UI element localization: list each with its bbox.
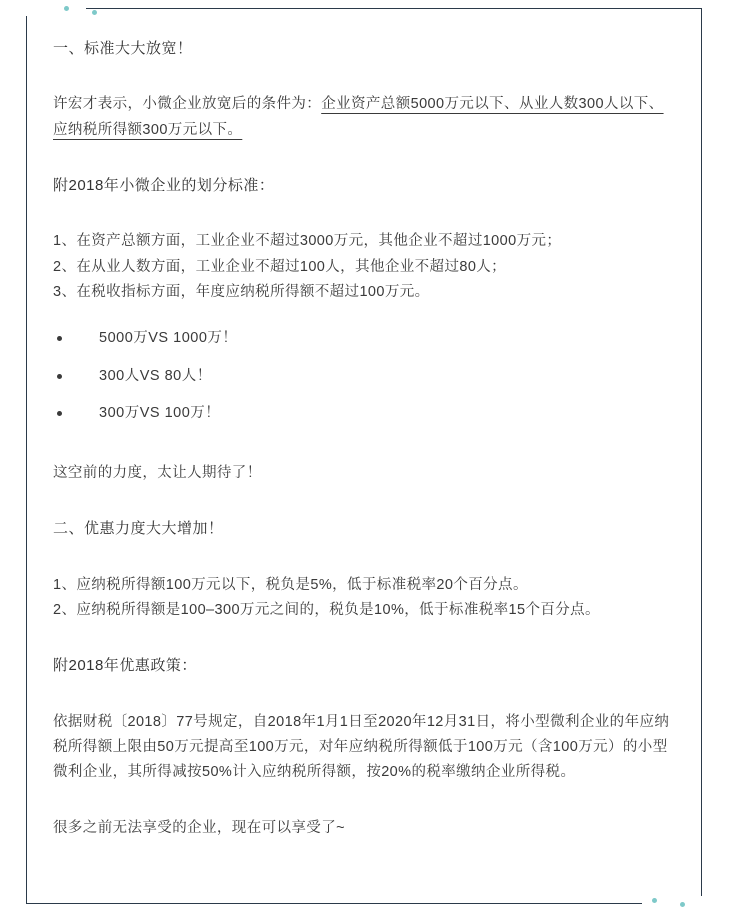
section1-intro-prefix: 许宏才表示，小微企业放宽后的条件为： (53, 96, 322, 113)
section2-heading: 二、优惠力度大大增加！ (53, 520, 224, 538)
section1-intro-emphasis: 企业资产总额5000万元以下、从业人数300人以下、应纳税所得额300万元以下。 (53, 96, 664, 138)
document-body (53, 0, 678, 913)
section2-item: 1、应纳税所得额100万元以下，税负是5%，低于标准税率20个百分点。 (53, 576, 528, 593)
frame-border-left (26, 8, 27, 904)
accent-dot-bottom-right-b (680, 902, 685, 907)
section2-closing: 很多之前无法享受的企业，现在可以享受了~ (53, 819, 345, 836)
standard-item-list (53, 229, 678, 305)
section2-item-list (53, 573, 678, 624)
section2-item: 2、应纳税所得额是100–300万元之间的，税负是10%，低于标准税率15个百分点。 (53, 601, 600, 618)
standard-item: 2、在从业人数方面，工业企业不超过100人，其他企业不超过80人； (53, 258, 507, 275)
frame-border-right (701, 8, 702, 904)
list-item: 5000万VS 1000万！ (53, 327, 678, 350)
list-item: 300万VS 100万！ (53, 402, 678, 425)
section1-heading: 一、标准大大放宽！ (53, 40, 193, 57)
policy-body: 依据财税〔2018〕77号规定，自2018年1月1日至2020年12月31日，将小型微利企业的年应纳税所得额上限由50万元提高至100万元，对年应纳税所得额低于100万元（含100万元）的小型微利企业，其所得减按50%计入应纳税所得额，按20%的税率缴纳企业所得税。 (53, 713, 670, 781)
comparison-list (53, 327, 678, 425)
policy-title: 附2018年优惠政策： (53, 657, 197, 675)
list-item: 300人VS 80人！ (53, 365, 678, 388)
standard-title: 附2018年小微企业的划分标准： (53, 177, 275, 194)
standard-item: 1、在资产总额方面，工业企业不超过3000万元，其他企业不超过1000万元； (53, 233, 562, 250)
standard-item: 3、在税收指标方面，年度应纳税所得额不超过100万元。 (53, 284, 430, 300)
section1-closing: 这空前的力度，太让人期待了！ (53, 464, 262, 481)
section1-intro (53, 92, 678, 143)
